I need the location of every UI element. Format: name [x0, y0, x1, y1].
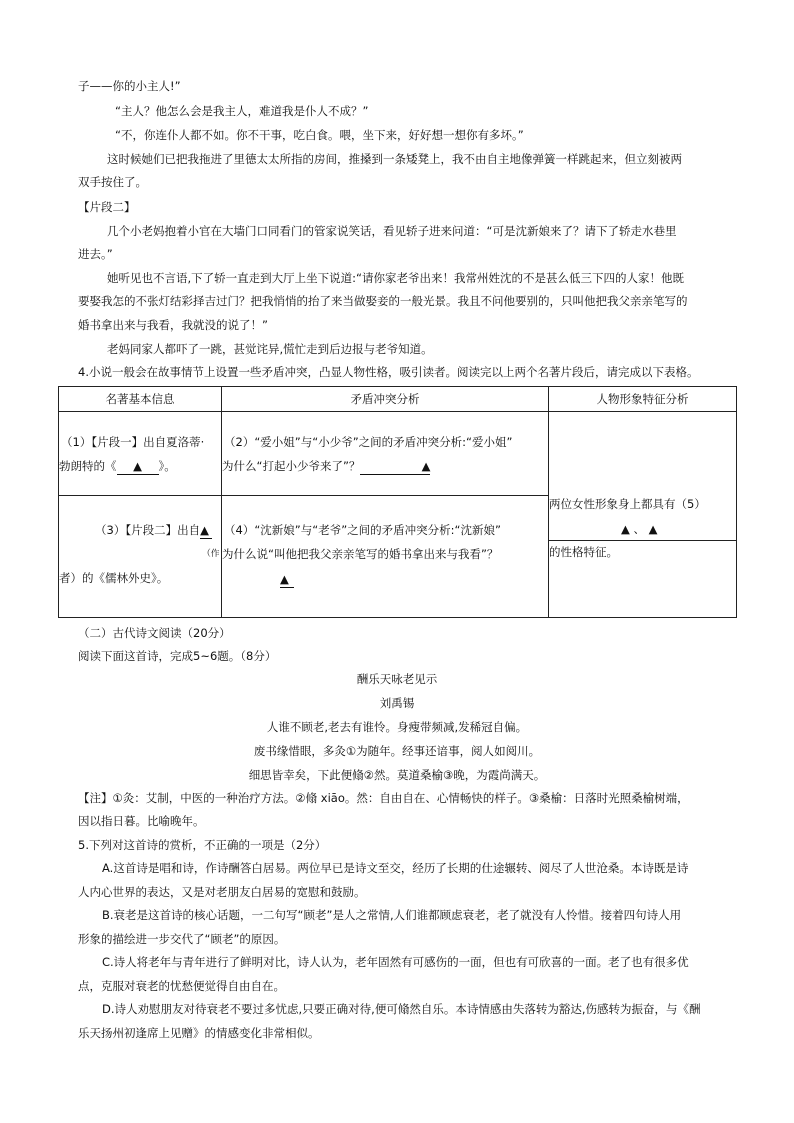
option-c[interactable]: C.诗人将老年与青年进行了鲜明对比，诗人认为，老年固然有可感伤的一面，但也有可欣喜的一面。老了也有很多优	[102, 955, 689, 969]
reading-instruction: 阅读下面这首诗，完成5~6题。（8分）	[78, 649, 277, 663]
passage-line: 婚书拿出来与我看，我就没的说了！”	[78, 318, 268, 332]
cell-text	[59, 458, 176, 475]
question-5: 5.下列对这首诗的赏析，不正确的一项是（2分）	[78, 838, 327, 852]
option-d-cont: 乐天扬州初逢席上见赠》的情感变化非常相似。	[78, 1026, 320, 1040]
cell-conflict-2	[222, 412, 549, 496]
cell-text: 者）的《儒林外史》。	[59, 571, 169, 585]
answer-table	[58, 386, 737, 618]
cell-character-traits	[549, 412, 737, 618]
cell-book-info-3	[59, 496, 222, 618]
passage-line: 几个小老妈抱着小官在大墙门口同看门的管家说笑话，看见轿子进来问道：“可是沈新娘来了？请下了轿走水巷里	[107, 224, 677, 238]
cell-book-info-1	[59, 412, 222, 496]
passage-line: “不，你连仆人都不如。你不干事，吃白食。喂，坐下来，好好想一想你有多坏。”	[115, 128, 524, 142]
cell-text	[222, 458, 430, 475]
answer-blank[interactable]: ▲	[117, 458, 159, 475]
cell-text: 勃朗特的《	[59, 459, 117, 473]
section-heading: （二）古代诗文阅读（20分）	[78, 626, 231, 640]
poem-note: 因以指日暮。比喻晚年。	[78, 814, 205, 828]
answer-blank[interactable]: ▲	[200, 522, 212, 539]
table-header: 人物形象特征分析	[549, 387, 737, 412]
table-header: 矛盾冲突分析	[222, 387, 549, 412]
poem-author: 刘禹锡	[379, 696, 415, 710]
answer-blank[interactable]: ▲	[280, 571, 294, 588]
poem-note: 【注】①灸：艾制，中医的一种治疗方法。②翛 xiāo。然：自由自在、心情畅快的样子。③桑榆：日落时光照桑榆树端，	[78, 791, 689, 805]
cell-text: （1）【片段一】出自夏洛蒂·	[61, 435, 205, 449]
cell-text: 的性格特征。	[549, 545, 618, 559]
cell-text: （4）“沈新娘”与“老爷”之间的矛盾冲突分析:“沈新娘”	[224, 523, 501, 537]
cell-text: 》。	[158, 459, 176, 473]
question-4: 4.小说一般会在故事情节上设置一些矛盾冲突，凸显人物性格，吸引读者。阅读完以上两个名著片段后，请完成以下表格。	[78, 365, 699, 379]
answer-blank[interactable]: ▲	[360, 458, 430, 475]
passage-line: 子——你的小主人!”	[78, 79, 181, 93]
poem-line: 细思皆幸矣，下此便翛②然。莫道桑榆③晚，为霞尚满天。	[248, 768, 546, 782]
option-d[interactable]: D.诗人劝慰朋友对待衰老不要过多忧虑,只要正确对待,便可翛然自乐。本诗情感由失落转为豁达,伤感转为振奋，与《酬	[102, 1002, 701, 1016]
cell-text: 为什么“打起小少爷来了”？	[222, 459, 361, 473]
passage-line: 要娶我怎的不张灯结彩择吉过门？把我悄悄的抬了来当做娶妾的一般光景。我且不问他要别的，只叫他把我父亲亲笔写的	[78, 294, 688, 308]
poem-title: 酬乐天咏老见示	[356, 672, 438, 686]
passage-line: 进去。”	[78, 247, 113, 261]
option-c-cont: 点，克服对衰老的忧愁便觉得自由自在。	[78, 979, 285, 993]
fragment-label: 【片段二】	[78, 200, 136, 214]
passage-line: 这时候她们已把我拖进了里德太太所指的房间，推搡到一条矮凳上，我不由自主地像弹簧一样跳起来，但立刻被两	[107, 152, 682, 166]
passage-line: 她听见也不言语,下了轿一直走到大厅上坐下说道:“请你家老爷出来！我常州姓沈的不是甚么低三下四的人家！他既	[107, 271, 684, 285]
answer-blank[interactable]: ▲ 、 ▲	[621, 522, 658, 536]
cell-text: （2）“爱小姐”与“小少爷”之间的矛盾冲突分析:“爱小姐”	[224, 435, 513, 449]
table-header: 名著基本信息	[59, 387, 222, 412]
cell-text: （作	[202, 549, 220, 559]
cell-conflict-4	[222, 496, 549, 618]
cell-text: 两位女性形象身上都具有（5）	[549, 497, 706, 511]
option-b-cont: 形象的描绘进一步交代了“顾老”的原因。	[78, 932, 286, 946]
poem-line: 人谁不顾老,老去有谁怜。身瘦带频减,发稀冠自偏。	[266, 720, 528, 734]
divider	[549, 540, 736, 541]
cell-text	[280, 571, 294, 588]
cell-text	[95, 522, 212, 539]
passage-line: “主人？他怎么会是我主人，难道我是仆人不成？”	[115, 104, 369, 118]
option-b[interactable]: B.衰老是这首诗的核心话题，一二句写“顾老”是人之常情,人们谁都顾虑衰老，老了就没有人怜惜。接着四句诗人用	[102, 908, 682, 922]
option-a[interactable]: A.这首诗是唱和诗，作诗酬答白居易。两位早已是诗文至交，经历了长期的仕途辗转、阅尽了人世沧桑。本诗既是诗	[102, 861, 689, 875]
cell-text: 为什么说“叫他把我父亲亲笔写的婚书拿出来与我看”？	[222, 547, 499, 561]
passage-line: 老妈同家人都吓了一跳，甚觉诧异,慌忙走到后边报与老爷知道。	[107, 342, 433, 356]
poem-line: 废书缘惜眼，多灸①为随年。经事还谙事，阅人如阅川。	[253, 744, 541, 758]
option-a-cont: 人内心世界的表达，又是对老朋友白居易的宽慰和鼓励。	[78, 885, 366, 899]
cell-text: （3）【片段二】出自	[95, 523, 201, 537]
passage-line: 双手按住了。	[78, 175, 147, 189]
